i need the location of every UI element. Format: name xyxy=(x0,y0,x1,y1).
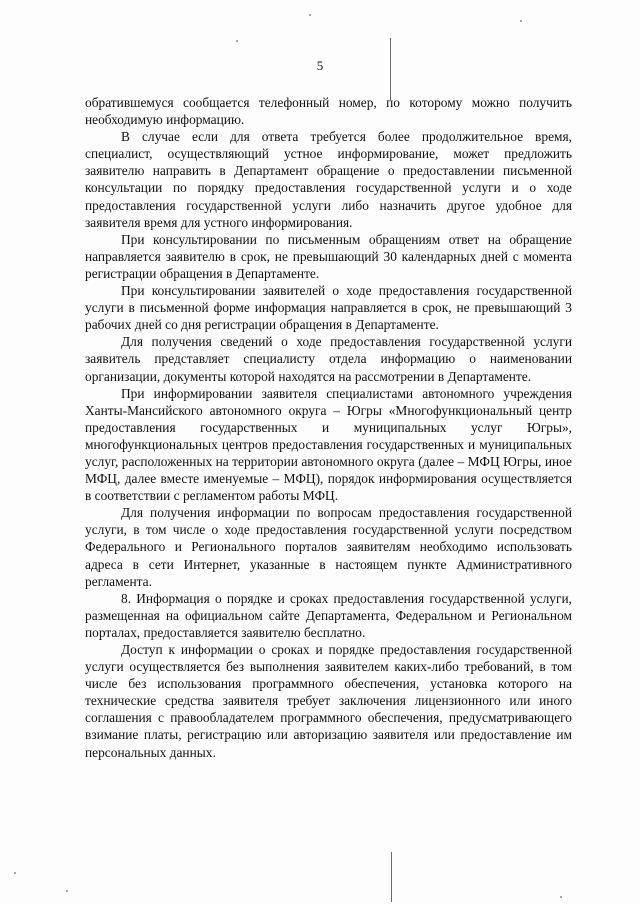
page-number: 5 xyxy=(316,58,324,73)
scan-speck xyxy=(520,20,522,22)
scan-speck xyxy=(560,896,562,898)
paragraph: В случае если для ответа требуется более продолжительное время, специалист, осуществляющий устное информирование, может предложить заявителю направить в Департамент обращение о предоставлении письменной консультации по порядку предоставления государственной услуги и о ходе предоставления государственной услуги либо назначить другое удобное для заявителя время для устного информирования. xyxy=(85,129,572,230)
scan-speck xyxy=(66,890,68,892)
paragraph: При консультировании заявителей о ходе предоставления государственной услуги в письменной форме информация направляется в срок, не превышающий 3 рабочих дней со дня регистрации обращения в Департаменте. xyxy=(85,283,572,333)
paragraph: Для получения сведений о ходе предоставления государственной услуги заявитель представляет специалисту отдела информацию о наименовании организации, документы которой находятся на рассмотрении в Департаменте. xyxy=(85,334,572,384)
document-body xyxy=(85,94,572,761)
scan-fold-line xyxy=(391,852,392,902)
scan-speck xyxy=(14,872,16,874)
paragraph: обратившемуся сообщается телефонный номер, по которому можно получить необходимую информацию. xyxy=(85,95,572,128)
scan-speck xyxy=(236,40,238,42)
paragraph: Для получения информации по вопросам предоставления государственной услуги, в том числе о ходе предоставления государственной услуги посредством Федерального и Регионального порталов заявителям необходимо использовать адреса в сети Интернет, указанные в настоящем пункте Административного регламента. xyxy=(85,505,572,589)
scan-speck xyxy=(309,14,311,16)
paragraph: При консультировании по письменным обращениям ответ на обращение направляется заявителю в срок, не превышающий 30 календарных дней с момента регистрации обращения в Департаменте. xyxy=(85,231,572,281)
paragraph: Доступ к информации о сроках и порядке предоставления государственной услуги осуществляется без выполнения заявителем каких-либо требований, в том числе без использования программного обеспечения, установка которого на технические средства заявителя требует заключения лицензионного или иного соглашения с правообладателем программного обеспечения, предусматривающего взимание платы, регистрацию или авторизацию заявителя или предоставление им персональных данных. xyxy=(85,642,572,760)
paragraph: При информировании заявителя специалистами автономного учреждения Ханты-Мансийского автономного округа – Югры «Многофункциональный центр предоставления государственных и муниципальных услуг Югры», многофункциональных центров предоставления государственных и муниципальных услуг, расположенных на территории автономного округа (далее – МФЦ Югры, иное МФЦ, далее вместе именуемые – МФЦ), порядок информирования осуществляется в соответствии с регламентом работы МФЦ. xyxy=(85,385,572,504)
paragraph: 8. Информация о порядке и сроках предоставления государственной услуги, размещенная на официальном сайте Департамента, Федеральном и Региональном порталах, предоставляется заявителю бесплатно. xyxy=(85,590,572,640)
